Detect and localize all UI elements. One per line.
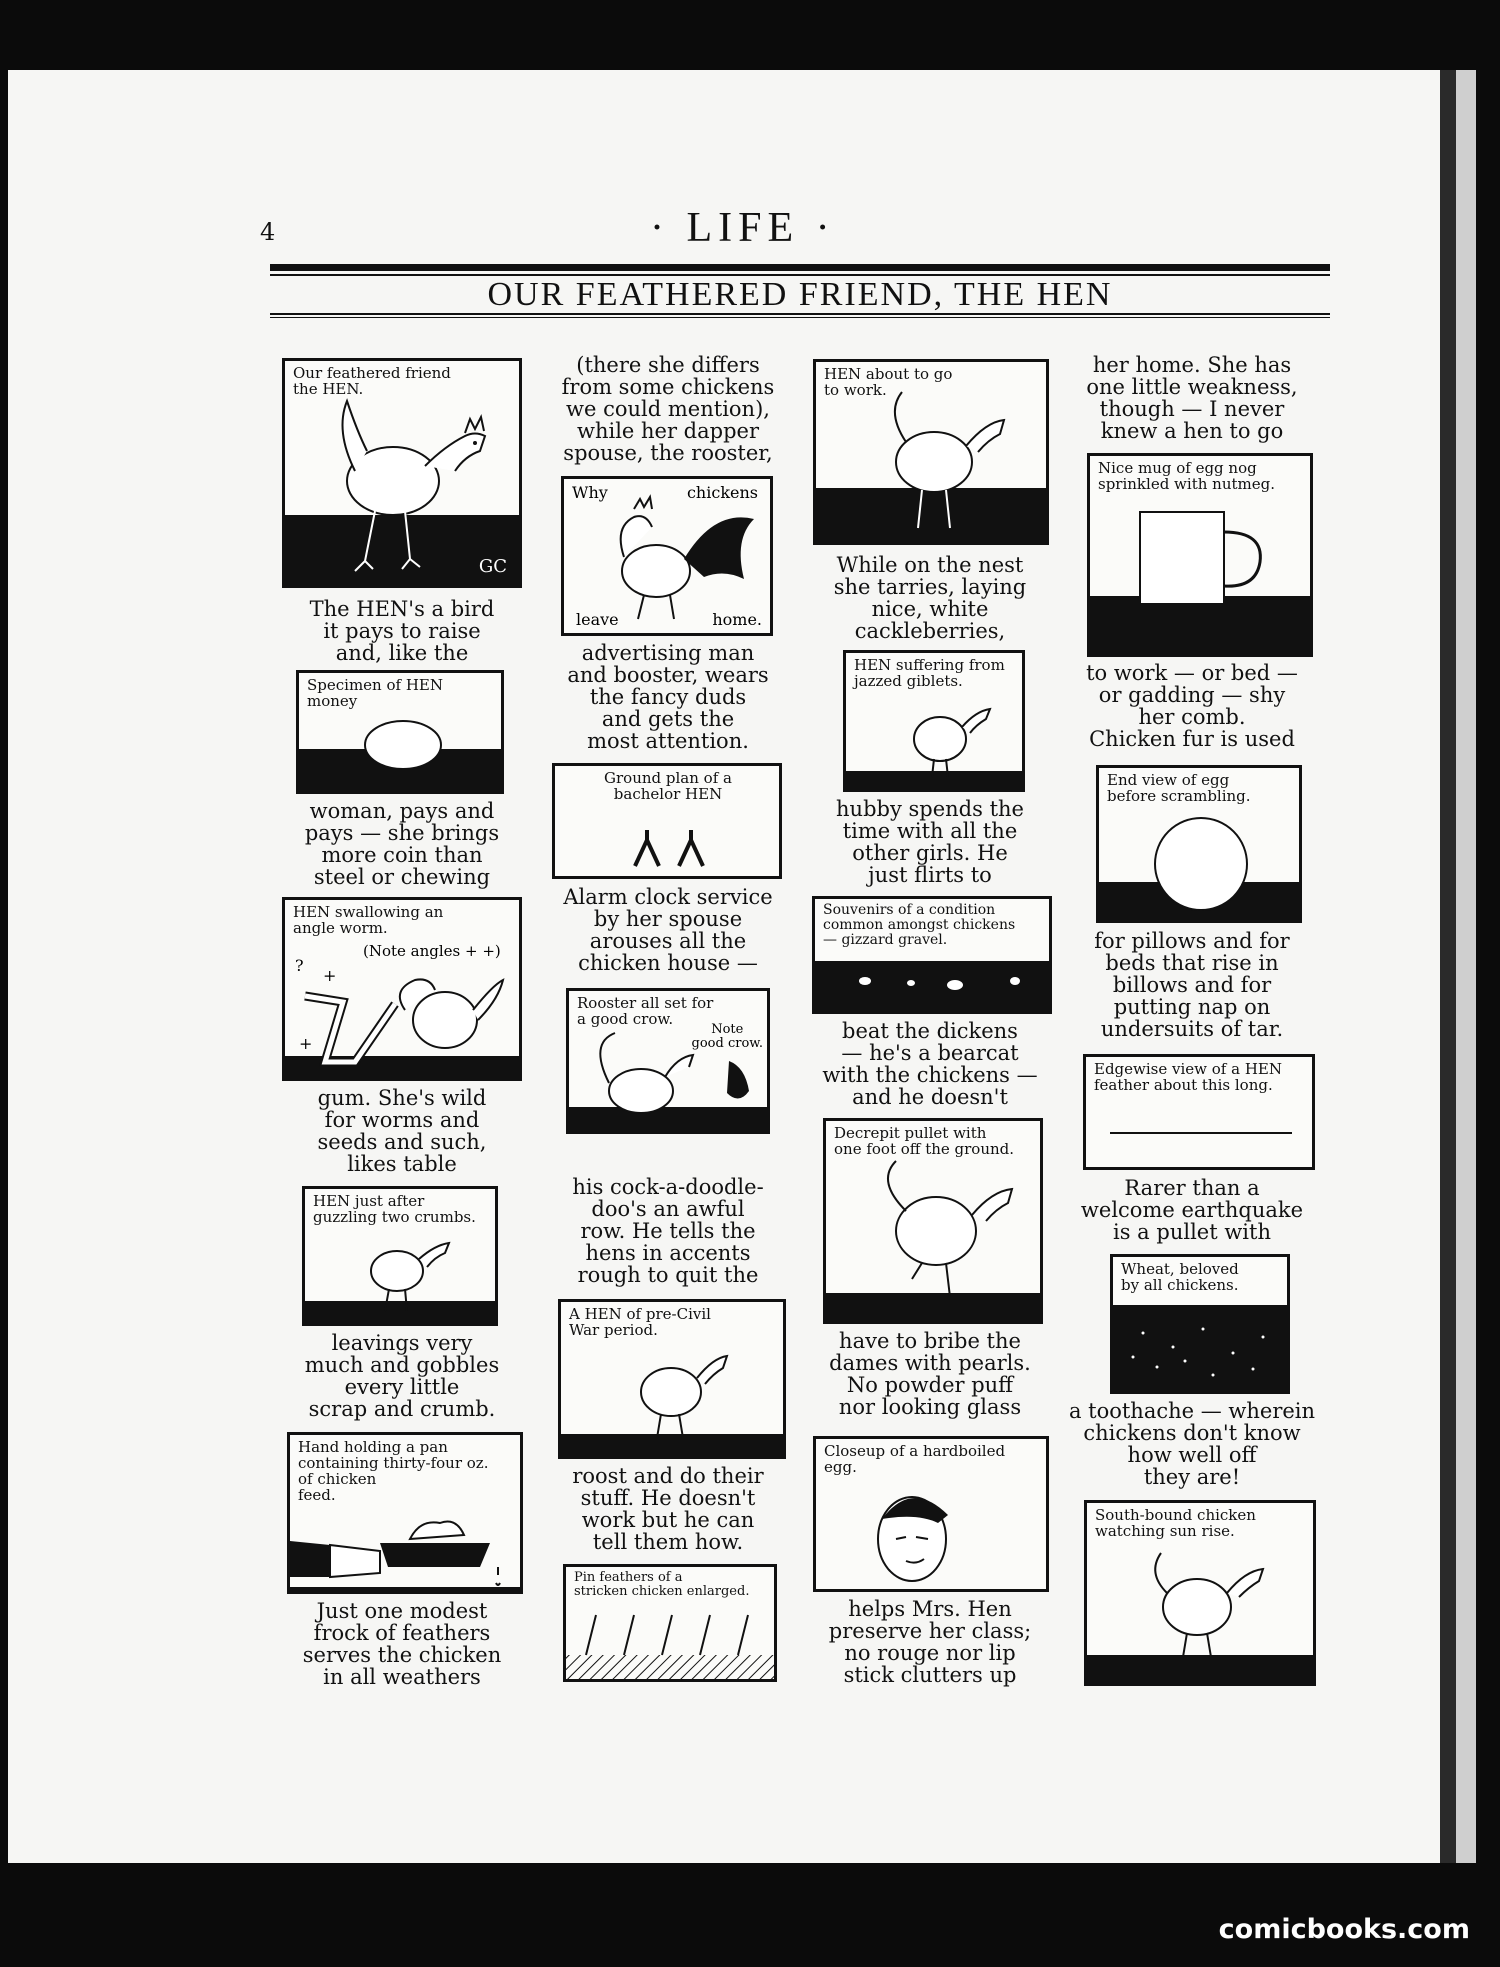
verse: gum. She's wild for worms and seeds and such, likes table (317, 1086, 487, 1176)
verse: to work — or bed — or gadding — shy her comb. Chicken fur is used (1086, 661, 1298, 751)
panel-caption-chickens: chickens (686, 483, 758, 502)
panel-angle-worm (282, 897, 522, 1081)
panel-jazzed-giblets (843, 650, 1025, 792)
panel-guzzling-crumbs (302, 1186, 498, 1326)
feather-edge-line (1086, 1057, 1315, 1170)
hand-with-pan-illustration (290, 1435, 523, 1594)
panel-feathered-friend (282, 358, 522, 588)
verse: leavings very much and gobbles every little scrap and crumb. (304, 1331, 500, 1421)
verse: hubby spends the time with all the other girls. He just flirts to (836, 797, 1024, 887)
article-headline: OUR FEATHERED FRIEND, THE HEN (487, 276, 1113, 313)
panel-hardboiled-egg (813, 1436, 1049, 1592)
hen-illustration (561, 1302, 786, 1459)
magazine-title: · LIFE · (650, 205, 836, 251)
hardboiled-egg-illustration (816, 1439, 1049, 1592)
panel-pre-civil-war-hen (558, 1299, 786, 1459)
panel-caption: Souvenirs of a condition common amongst chickens — gizzard gravel. (823, 902, 1016, 948)
mark-plus: + (299, 1034, 313, 1053)
verse: a toothache — wherein chickens don't know how well off they are! (1068, 1399, 1316, 1489)
verse: advertising man and booster, wears the fancy duds and gets the most attention. (567, 641, 769, 753)
panel-caption: Wheat, beloved by all chickens. (1121, 1260, 1239, 1294)
panel-caption: Nice mug of egg nog sprinkled with nutmeg. (1098, 459, 1275, 493)
wheat-speckle-illustration (1113, 1257, 1290, 1394)
panel-pin-feathers (563, 1564, 777, 1682)
panel-hen-to-work (813, 359, 1049, 545)
hen-illustration (285, 361, 522, 588)
page-right-shadow (1440, 70, 1456, 1863)
egg-end-view-illustration (1099, 768, 1302, 923)
panel-caption: HEN swallowing an angle worm. (293, 903, 444, 937)
panel-caption: A HEN of pre-Civil War period. (569, 1305, 711, 1339)
panel-south-bound-chicken (1084, 1500, 1316, 1686)
panel-caption: HEN suffering from jazzed giblets. (854, 656, 1005, 690)
panel-egg-nog-mug (1087, 453, 1313, 657)
panel-decrepit-pullet (823, 1118, 1043, 1324)
panel-feather-length (1083, 1054, 1315, 1170)
pin-feathers-illustration (566, 1567, 777, 1682)
gravel-illustration (815, 899, 1052, 1014)
panel-caption-leave: leave (576, 610, 619, 629)
page-right-gutter (1456, 70, 1476, 1863)
hen-footprints-illustration (555, 766, 782, 879)
verse: woman, pays and pays — she brings more coin than steel or chewing (304, 799, 500, 889)
verse: Just one modest frock of feathers serves the chicken in all weathers (302, 1599, 502, 1689)
chicken-illustration (1087, 1503, 1316, 1686)
panel-caption: Edgewise view of a HEN feather about this long. (1094, 1060, 1282, 1094)
verse: Alarm clock service by her spouse arouses all the chicken house — (563, 885, 773, 975)
panel-caption: HEN just after guzzling two crumbs. (313, 1192, 476, 1226)
egg-illustration (299, 673, 504, 794)
panel-rooster-crow (566, 988, 770, 1134)
mark-question: ? (295, 956, 304, 975)
verse: Rarer than a welcome earthquake is a pullet with (1080, 1176, 1304, 1244)
verse: for pillows and for beds that rise in billows and for putting nap on undersuits of tar. (1094, 929, 1290, 1041)
panel-note: Note good crow. (691, 1022, 763, 1051)
panel-caption: End view of egg before scrambling. (1107, 771, 1251, 805)
mark-plus: + (323, 966, 337, 985)
verse: The HEN's a bird it pays to raise and, like the (309, 597, 495, 665)
panel-why-chickens-leave-home (561, 476, 773, 636)
panel-chicken-feed (287, 1432, 523, 1594)
verse: helps Mrs. Hen preserve her class; no rouge nor lip stick clutters up (828, 1597, 1032, 1687)
headline-rule-thin (270, 317, 1330, 318)
panel-caption: Ground plan of a bachelor HEN (604, 769, 732, 803)
headline-rule (270, 313, 1330, 315)
panel-caption: Rooster all set for a good crow. (577, 994, 714, 1028)
header-rule-thick (270, 264, 1330, 271)
panel-note: (Note angles + +) (363, 942, 501, 960)
panel-ground-plan (552, 763, 782, 879)
panel-caption: Hand holding a pan containing thirty-four oz. of chicken feed. (298, 1438, 489, 1504)
verse: her home. She has one little weakness, though — I never knew a hen to go (1086, 353, 1298, 443)
panel-caption: Pin feathers of a stricken chicken enlarged. (574, 1570, 750, 1599)
verse: roost and do their stuff. He doesn't work but he can tell them how. (572, 1464, 764, 1554)
hen-eating-worm-illustration (285, 900, 522, 1081)
page-number: 4 (260, 218, 276, 246)
rooster-illustration (564, 479, 773, 636)
panel-caption: South-bound chicken watching sun rise. (1095, 1506, 1256, 1540)
rooster-and-crow-illustration (569, 991, 770, 1134)
watermark: comicbooks.com (1218, 1914, 1470, 1945)
panel-caption: Specimen of HEN money (307, 676, 443, 710)
verse: (there she differs from some chickens we could mention), while her dapper spouse, the rooster, (561, 353, 775, 465)
hen-illustration (846, 653, 1025, 792)
panel-gizzard-gravel (812, 896, 1052, 1014)
hen-illustration (305, 1189, 498, 1326)
pullet-illustration (826, 1121, 1043, 1324)
panel-caption: Our feathered friend the HEN. (293, 364, 451, 398)
verse: have to bribe the dames with pearls. No powder puff nor looking glass (829, 1329, 1031, 1419)
panel-hen-money (296, 670, 504, 794)
hen-illustration (816, 362, 1049, 545)
panel-end-view-egg (1096, 765, 1302, 923)
verse: his cock-a-doodle- doo's an awful row. He tells the hens in accents rough to quit the (572, 1175, 764, 1287)
verse: beat the dickens — he's a bearcat with the chickens — and he doesn't (822, 1019, 1038, 1109)
panel-caption-home: home. (712, 610, 762, 629)
panel-wheat (1110, 1254, 1290, 1394)
panel-caption: Decrepit pullet with one foot off the ground. (834, 1124, 1015, 1158)
panel-caption: Closeup of a hardboiled egg. (824, 1442, 1006, 1476)
verse: While on the nest she tarries, laying nice, white cackleberries, (833, 553, 1027, 643)
panel-caption-why: Why (572, 483, 608, 502)
panel-caption: HEN about to go to work. (824, 365, 953, 399)
artist-monogram: GC (478, 556, 507, 577)
mug-illustration (1090, 456, 1313, 657)
